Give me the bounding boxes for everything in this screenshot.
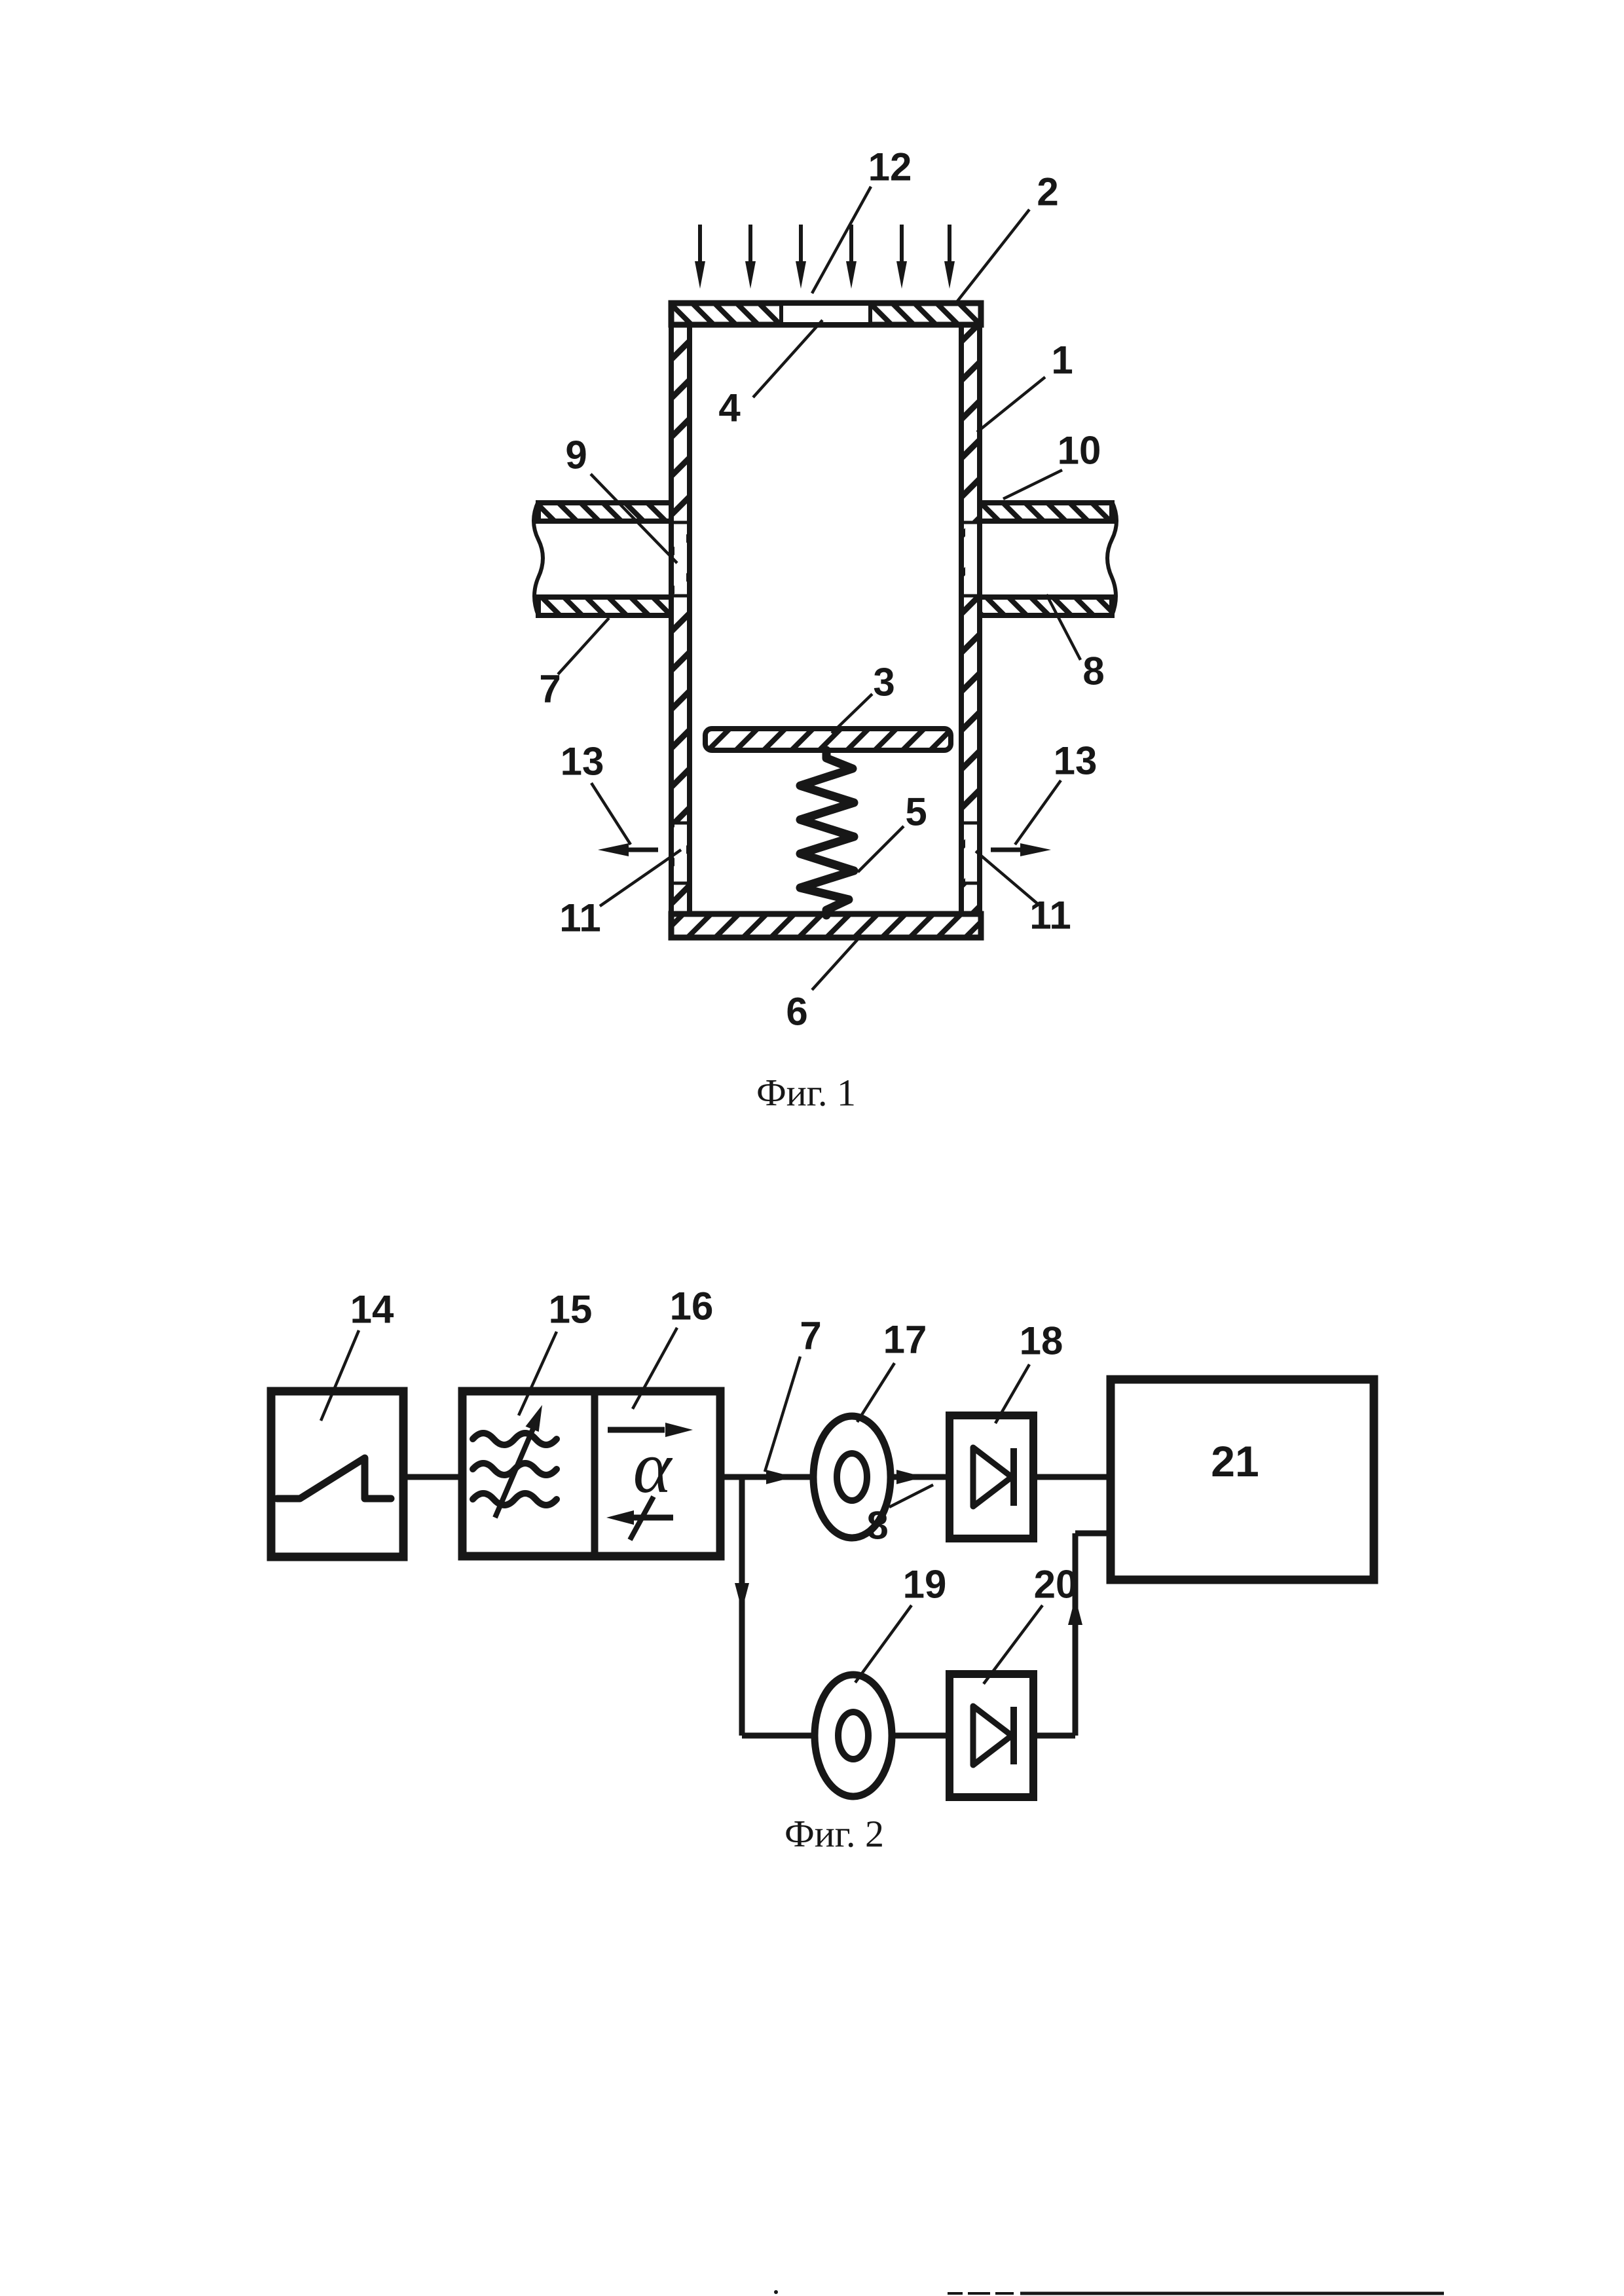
left-pipe-top-wall bbox=[538, 503, 671, 521]
fig1-label-6: 6 bbox=[786, 989, 808, 1034]
fig1-label-4: 4 bbox=[718, 386, 741, 430]
left-arrow-icon bbox=[598, 843, 629, 856]
flow-arrow-right-icon bbox=[896, 1470, 924, 1484]
fig2-label-18: 18 bbox=[1019, 1319, 1063, 1363]
fig1-label-11-right: 11 bbox=[1029, 893, 1071, 938]
leader-4 bbox=[753, 320, 822, 397]
fig1-label-7: 7 bbox=[539, 666, 561, 711]
membrane-window-10 bbox=[965, 524, 977, 594]
fig1-label-9: 9 bbox=[565, 433, 587, 477]
flow-arrow-right-icon bbox=[766, 1470, 794, 1484]
fig2-label-7: 7 bbox=[800, 1313, 822, 1358]
section-arrow-13-left bbox=[598, 843, 658, 856]
fig1-label-2: 2 bbox=[1037, 170, 1059, 214]
leader-13-left bbox=[591, 783, 631, 845]
figure1-caption: Фиг. 1 bbox=[756, 1071, 857, 1114]
speck bbox=[774, 2290, 778, 2294]
leader-13-right bbox=[1015, 780, 1061, 845]
leader-10 bbox=[1003, 470, 1062, 499]
fig2-label-15: 15 bbox=[548, 1287, 593, 1332]
detector-19 bbox=[815, 1675, 892, 1796]
diode-icon bbox=[973, 1706, 1012, 1765]
leader-15 bbox=[519, 1332, 557, 1415]
fig1-label-13-left: 13 bbox=[560, 739, 604, 784]
leader-11-right bbox=[976, 851, 1037, 903]
leader-12 bbox=[812, 187, 871, 293]
sawtooth-waveform-icon bbox=[277, 1458, 391, 1499]
lid-window-4 bbox=[781, 306, 870, 322]
fig1-label-11-left: 11 bbox=[559, 896, 601, 940]
fig1-label-10: 10 bbox=[1057, 428, 1101, 473]
down-arrow-icon bbox=[846, 225, 857, 289]
left-pipe-bottom-wall bbox=[538, 597, 671, 615]
fig1-label-3: 3 bbox=[873, 660, 895, 704]
fig2-label-8: 8 bbox=[866, 1503, 889, 1548]
down-arrow-icon bbox=[695, 225, 705, 289]
flow-arrow-down-icon bbox=[735, 1583, 749, 1611]
alpha-symbol: α bbox=[633, 1427, 672, 1508]
attenuator-icon-16 bbox=[606, 1423, 693, 1540]
fig2-label-21: 21 bbox=[1211, 1437, 1259, 1485]
diode-block-20 bbox=[950, 1674, 1033, 1797]
leader-1 bbox=[977, 377, 1045, 432]
indicator-block-21 bbox=[1111, 1379, 1374, 1580]
fig2-label-16: 16 bbox=[669, 1284, 714, 1328]
right-pipe-top-wall bbox=[980, 503, 1112, 521]
diode-block-18 bbox=[950, 1415, 1033, 1539]
fig2-label-20: 20 bbox=[1033, 1562, 1078, 1607]
leader-19 bbox=[855, 1605, 912, 1683]
leader-14 bbox=[321, 1330, 359, 1421]
sweep-generator-block-14 bbox=[271, 1391, 403, 1557]
down-arrow-icon bbox=[796, 225, 806, 289]
leader-7 bbox=[765, 1357, 800, 1472]
figure2-connection-lines bbox=[403, 1470, 1111, 1736]
figure2-leader-lines bbox=[321, 1328, 1043, 1684]
leader-8 bbox=[889, 1485, 933, 1507]
section-arrow-13-right bbox=[991, 843, 1051, 856]
scan-artifacts bbox=[774, 2290, 1444, 2294]
down-arrow-icon bbox=[896, 225, 907, 289]
fig1-label-8: 8 bbox=[1082, 649, 1105, 693]
figure2-caption: Фиг. 2 bbox=[784, 1812, 885, 1855]
fig1-label-5: 5 bbox=[905, 790, 927, 834]
fig2-label-17: 17 bbox=[883, 1317, 927, 1362]
fig1-label-13-right: 13 bbox=[1053, 738, 1098, 783]
leader-16 bbox=[633, 1328, 677, 1409]
irradiation-arrows-12 bbox=[695, 225, 955, 289]
spring-5 bbox=[800, 750, 854, 915]
leader-2 bbox=[957, 210, 1029, 301]
leader-17 bbox=[857, 1363, 895, 1422]
diode-icon bbox=[973, 1448, 1012, 1506]
right-arrow-icon bbox=[1020, 843, 1051, 856]
membrane-window-11-right bbox=[965, 824, 977, 882]
leader-6 bbox=[812, 935, 862, 990]
fig1-label-12: 12 bbox=[868, 145, 912, 189]
leader-5 bbox=[858, 826, 904, 872]
tunable-filter-icon-15 bbox=[473, 1405, 557, 1518]
fig2-label-19: 19 bbox=[902, 1562, 947, 1607]
down-arrow-icon bbox=[745, 225, 756, 289]
membrane-window-9 bbox=[674, 524, 686, 594]
figure-1 bbox=[534, 145, 1116, 1114]
leader-7 bbox=[558, 618, 609, 674]
filter-attenuator-block bbox=[462, 1391, 720, 1556]
fig2-label-14: 14 bbox=[350, 1287, 394, 1332]
fig1-label-1: 1 bbox=[1051, 338, 1073, 382]
right-pipe-bottom-wall bbox=[980, 597, 1112, 615]
left-pipe-7 bbox=[534, 501, 671, 615]
down-arrow-icon bbox=[944, 225, 955, 289]
figure-2 bbox=[271, 1285, 1374, 1855]
